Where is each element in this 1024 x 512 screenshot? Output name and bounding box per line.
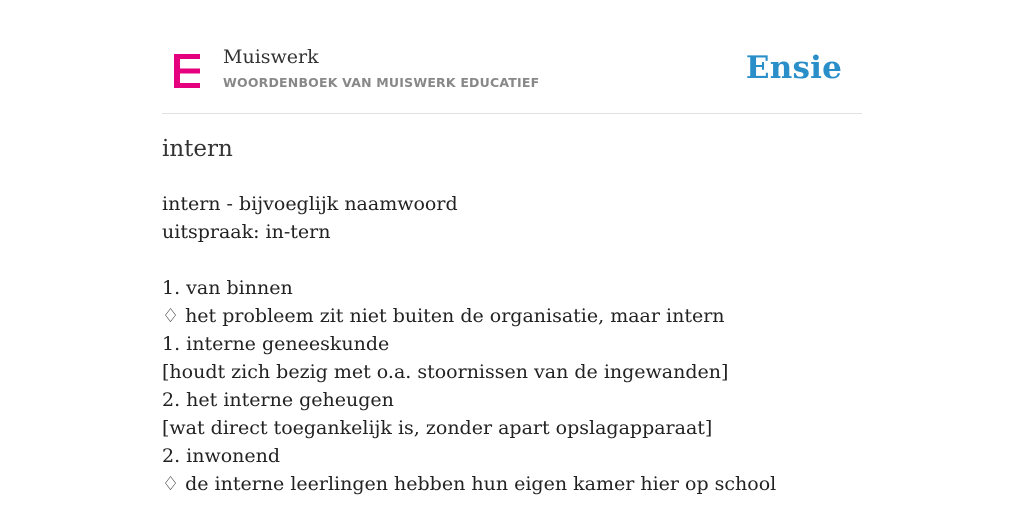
- brand-name[interactable]: Muiswerk: [223, 46, 319, 68]
- ensie-logo-link[interactable]: Ensie: [745, 50, 842, 86]
- definition-line: ♢ de interne leerlingen hebben hun eigen kamer hier op school: [162, 473, 777, 495]
- definition-line: ♢ het probleem zit niet buiten de organisatie, maar intern: [162, 305, 725, 327]
- definition-line: 2. inwonend: [162, 445, 281, 467]
- definition-line: [162, 246, 776, 274]
- muiswerk-logo-icon: [174, 54, 200, 88]
- header: [162, 0, 862, 114]
- definition-line: [houdt zich bezig met o.a. stoornissen van de ingewanden]: [162, 361, 729, 383]
- definition-line: intern - bijvoeglijk naamwoord: [162, 193, 458, 215]
- definition-line: uitspraak: in-tern: [162, 221, 331, 243]
- entry-definition: [162, 190, 776, 498]
- definition-line: 1. van binnen: [162, 277, 293, 299]
- brand-subtitle: WOORDENBOEK VAN MUISWERK EDUCATIEF: [223, 75, 540, 90]
- page: [162, 0, 862, 495]
- entry-title: intern: [162, 136, 233, 162]
- definition-line: 2. het interne geheugen: [162, 389, 394, 411]
- definition-line: [wat direct toegankelijk is, zonder apart opslagapparaat]: [162, 417, 713, 439]
- definition-line: 1. interne geneeskunde: [162, 333, 390, 355]
